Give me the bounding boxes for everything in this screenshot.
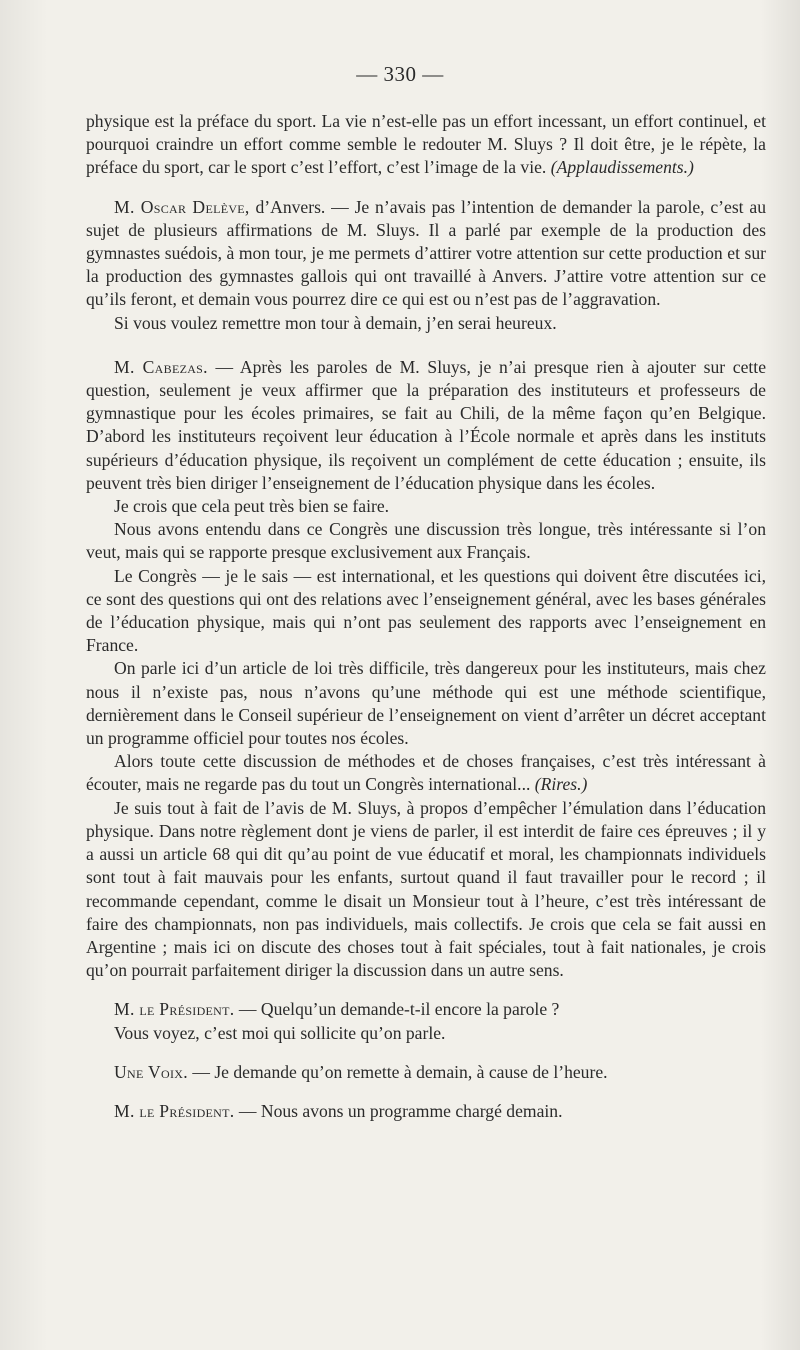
paragraph-9-text: Alors toute cette discussion de méthodes et de choses françaises, c’est très intéressant à écouter, mais ne regarde pas du tout un Congrès international...	[86, 751, 766, 795]
paragraph-6	[86, 518, 766, 564]
paragraph-11-text: — Quelqu’un demande-t-il encore la parole ?	[234, 999, 560, 1020]
paragraph-5-text: Je crois que cela peut très bien se faire.	[114, 496, 390, 517]
paragraph-4-text: — Après les paroles de M. Sluys, je n’ai presque rien à ajouter sur cette question, seulement je veux affirmer que la préparation des instituteurs et professeurs de gymnastique pour les écoles primaires, se fait au Chili, de la même façon qu’en Belgique. D’abord les instituteurs reçoivent leur éducation à l’École normale et après dans les instituts supérieurs d’éducation physique, ils reçoivent un complément de cette éducation ; ensuite, ils peuvent très bien diriger l’enseignement de l’éducation physique dans les écoles.	[86, 356, 767, 493]
paragraph-8	[86, 657, 766, 750]
speaker-name: M. Cabezas.	[114, 356, 208, 377]
paragraph-12	[86, 1022, 766, 1045]
paragraph-4	[86, 356, 766, 495]
paragraph-2	[86, 196, 766, 312]
speaker-name: Une Voix.	[114, 1061, 188, 1082]
page-body	[86, 110, 766, 1123]
speaker-name: M. le Président.	[114, 999, 235, 1020]
paragraph-1	[86, 110, 766, 180]
paragraph-1-text: physique est la préface du sport. La vie n’est-elle pas un effort incessant, un effort continuel, et pourquoi craindre un effort comme semble le redouter M. Sluys ? Il doit être, je le répète, la préface du sport, car le sport c’est l’effort, c’est l’image de la vie.	[86, 111, 766, 178]
paragraph-3-text: Si vous voulez remettre mon tour à demain, j’en serai heureux.	[114, 312, 557, 333]
paragraph-14-text: — Nous avons un programme chargé demain.	[234, 1100, 563, 1121]
paragraph-3	[86, 312, 766, 335]
paragraph-8-text: On parle ici d’un article de loi très difficile, très dangereux pour les instituteurs, mais chez nous il n’existe pas, nous n’avons qu’une méthode qui est une méthode scientifique, dernièrement dans le Conseil supérieur de l’enseignement on vient d’arrêter un décret acceptant un programme officiel pour toutes nos écoles.	[86, 658, 766, 749]
speaker-name: M. le Président.	[114, 1100, 235, 1121]
paragraph-10	[86, 797, 766, 983]
paragraph-12-text: Vous voyez, c’est moi qui sollicite qu’on parle.	[114, 1022, 446, 1043]
paragraph-2-text: d’Anvers. — Je n’avais pas l’intention de demander la parole, c’est au sujet de plusieurs affirmations de M. Sluys. Il a parlé par exemple de la production des gymnastes suédois, à mon tour, je me permets d’attirer votre attention sur cette production et sur la production des gymnastes gallois qui ont travaillé à Anvers. J’attire votre attention sur ce qu’ils feront, et demain vous pourrez dire ce qui est ou n’est pas de l’aggravation.	[86, 196, 766, 310]
paragraph-7-text: Le Congrès — je le sais — est international, et les questions qui doivent être discutées ici, ce sont des questions qui ont des relations avec l’enseignement général, avec les bases générales de l’éducation physique, mais qui n’ont pas seulement des rapports avec l’enseignement en France.	[86, 565, 766, 656]
applause-note: (Applaudissements.)	[550, 157, 694, 178]
paragraph-9	[86, 750, 766, 796]
paragraph-10-text: Je suis tout à fait de l’avis de M. Sluys, à propos d’empêcher l’émulation dans l’éducation physique. Dans notre règlement dont je viens de parler, il est interdit de faire ces épreuves ; il y a aussi un article 68 qui dit qu’au point de vue éducatif et moral, les championnats individuels sont tout à fait mauvais pour les enfants, surtout quand il faut travailler pour le record ; il recommande cependant, comme le disait un Monsieur tout à l’heure, c’est très intéressant de faire des championnats, non pas individuels, mais collectifs. Je crois que cela se fait aussi en Argentine ; mais ici on discute des choses tout à fait spéciales, tout à fait nationales, je crois qu’on pourrait parfaitement diriger la discussion dans un autre sens.	[86, 797, 766, 981]
speaker-name: M. Oscar Delève,	[114, 196, 250, 217]
laughter-note: (Rires.)	[534, 774, 588, 795]
paragraph-14	[86, 1100, 766, 1123]
paragraph-5	[86, 495, 766, 518]
paragraph-13	[86, 1061, 766, 1084]
paragraph-6-text: Nous avons entendu dans ce Congrès une discussion très longue, très intéressante si l’on veut, mais qui se rapporte presque exclusivement aux Français.	[86, 519, 766, 563]
paragraph-11	[86, 998, 766, 1021]
paragraph-7	[86, 565, 766, 658]
page-number: — 330 —	[356, 62, 444, 86]
paragraph-13-text: — Je demande qu’on remette à demain, à cause de l’heure.	[187, 1061, 608, 1082]
